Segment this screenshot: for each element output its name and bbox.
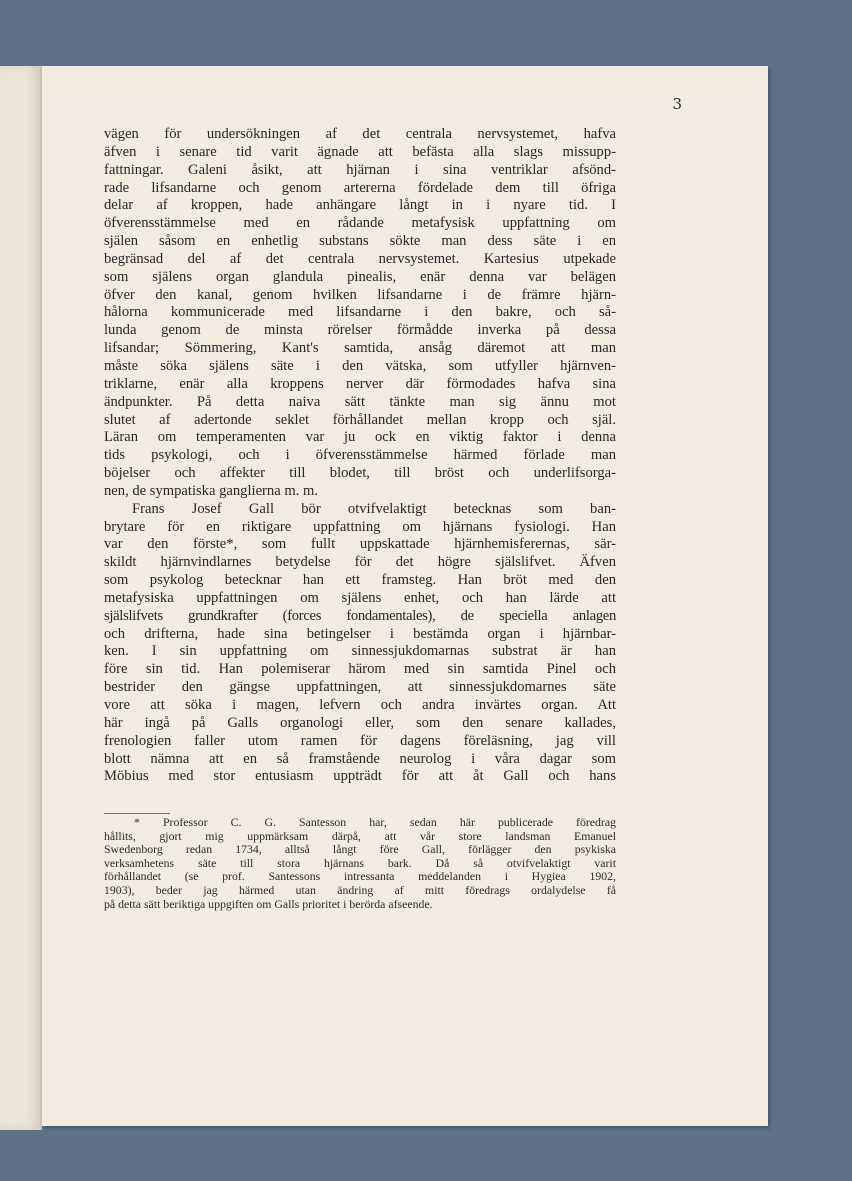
text-line: Frans Josef Gall bör otvifvelaktigt betecknas som ban- (132, 500, 616, 517)
footnote-line: 1903), beder jag härmed utan ändring af mitt föredrags ordalydelse få (104, 882, 616, 897)
text-line: begränsad del af det centrala nervsystemet. Kartesius utpekade (104, 250, 616, 267)
text-line: rade lifsandarne och genom artererna fördelade dem till öfriga (104, 179, 616, 196)
text-line: hålorna kommunicerade med lifsandarne i den bakre, och så- (104, 304, 616, 321)
text-line: Läran om temperamenten var ju ock en viktig faktor i denna (104, 429, 616, 446)
text-line: som själens organ glandula pinealis, enär denna var belägen (104, 268, 616, 285)
text-line: tids psykologi, och i öfverensstämmelse härmed förlade man (104, 447, 616, 464)
text-line: brytare för en riktigare uppfattning om hjärnans fysiologi. Han (104, 518, 616, 535)
text-line: böjelser och affekter till blodet, till bröst och underlifsorga- (104, 465, 616, 482)
body-text (104, 126, 616, 786)
text-line: triklarne, enär alla kroppens nerver där förmodades hafva sina (104, 375, 616, 392)
text-line: öfver den kanal, genom hvilken lifsandarne i de främre hjärn- (104, 286, 616, 303)
text-line: och drifterna, hade sina betingelser i bestämda organ i hjärnbar- (104, 625, 616, 642)
footnote-line: hållits, gjort mig uppmärksam därpå, att vår store landsman Emanuel (104, 828, 616, 843)
text-line: delar af kroppen, hade anhängare långt in i nyare tid. I (104, 197, 616, 214)
text-line: bestrider den gängse uppfattningen, att sinnessjukdomarnes säte (104, 679, 616, 696)
text-line: vore att söka i magen, lefvern och andra invärtes organ. Att (104, 697, 616, 713)
page-number: 3 (672, 95, 682, 113)
text-line: vägen för undersökningen af det centrala nervsystemet, hafva (104, 126, 616, 142)
text-line: lifsandar; Sömmering, Kant's samtida, ansåg däremot att man (104, 340, 616, 357)
text-line: skildt hjärnvindlarnes betydelse för det högre själslifvet. Äfven (104, 554, 616, 571)
previous-page-edge (0, 66, 42, 1130)
text-line: lunda genom de minsta rörelser förmådde inverka på dessa (104, 322, 616, 339)
text-line: som psykolog betecknar han ett framsteg. Han bröt med den (104, 572, 616, 589)
footnote-line: Swedenborg redan 1734, alltså långt före Gall, förlägger den psykiska (104, 842, 616, 857)
text-line: blott nämna att en så framstående neurolog i våra dagar som (104, 750, 616, 767)
text-line: Möbius med stor entusiasm uppträdt för att åt Gall och hans (104, 768, 616, 785)
text-line: metafysiska uppfattningen om själens enhet, och han lärde att (104, 589, 616, 606)
text-line: här ingå på Galls organologi eller, som den senare kallades, (104, 714, 616, 731)
footnote-line: * Professor C. G. Santesson har, sedan här publicerade föredrag (134, 815, 616, 829)
text-line: slutet af adertonde seklet förhållandet mellan kropp och själ. (104, 411, 616, 428)
text-line: äfven i senare tid varit ägnade att befästa alla slags missupp- (104, 143, 616, 160)
text-line: frenologien faller utom ramen för dagens föreläsning, jag vill (104, 732, 616, 749)
text-line: själslifvets grundkrafter (forces fondamentales), de speciella anlagen (104, 607, 616, 624)
footnote (104, 816, 616, 911)
text-line: själen såsom en enhetlig substans sökte man dess säte i en (104, 233, 616, 250)
text-line: ändpunkter. På detta naiva sätt tänkte man sig ännu mot (104, 393, 616, 410)
text-line: ken. I sin uppfattning om sinnessjukdomarnas substrat är han (104, 643, 616, 660)
footnote-line: på detta sätt beriktiga uppgiften om Galls prioritet i berörda afseende. (104, 896, 433, 911)
footnote-line: förhållandet (se prof. Santessons intressanta meddelanden i Hygiea 1902, (104, 869, 616, 884)
text-line: fattningar. Galeni åsikt, att hjärnan i sina ventriklar afsönd- (104, 161, 616, 178)
footnote-rule (104, 813, 170, 814)
text-line: var den förste*, som fullt uppskattade hjärnhemisferernas, sär- (104, 536, 616, 553)
footnote-line: verksamhetens säte till stora hjärnans bark. Då så otvifvelaktigt varit (104, 855, 616, 870)
text-line: nen, de sympatiska ganglierna m. m. (104, 482, 318, 499)
text-line: före sin tid. Han polemiserar härom med sin samtida Pinel och (104, 661, 616, 678)
text-line: öfverensstämmelse med en rådande metafysisk uppfattning om (104, 215, 616, 232)
text-line: måste söka själens säte i den vätska, som utfyller hjärnven- (104, 357, 616, 374)
